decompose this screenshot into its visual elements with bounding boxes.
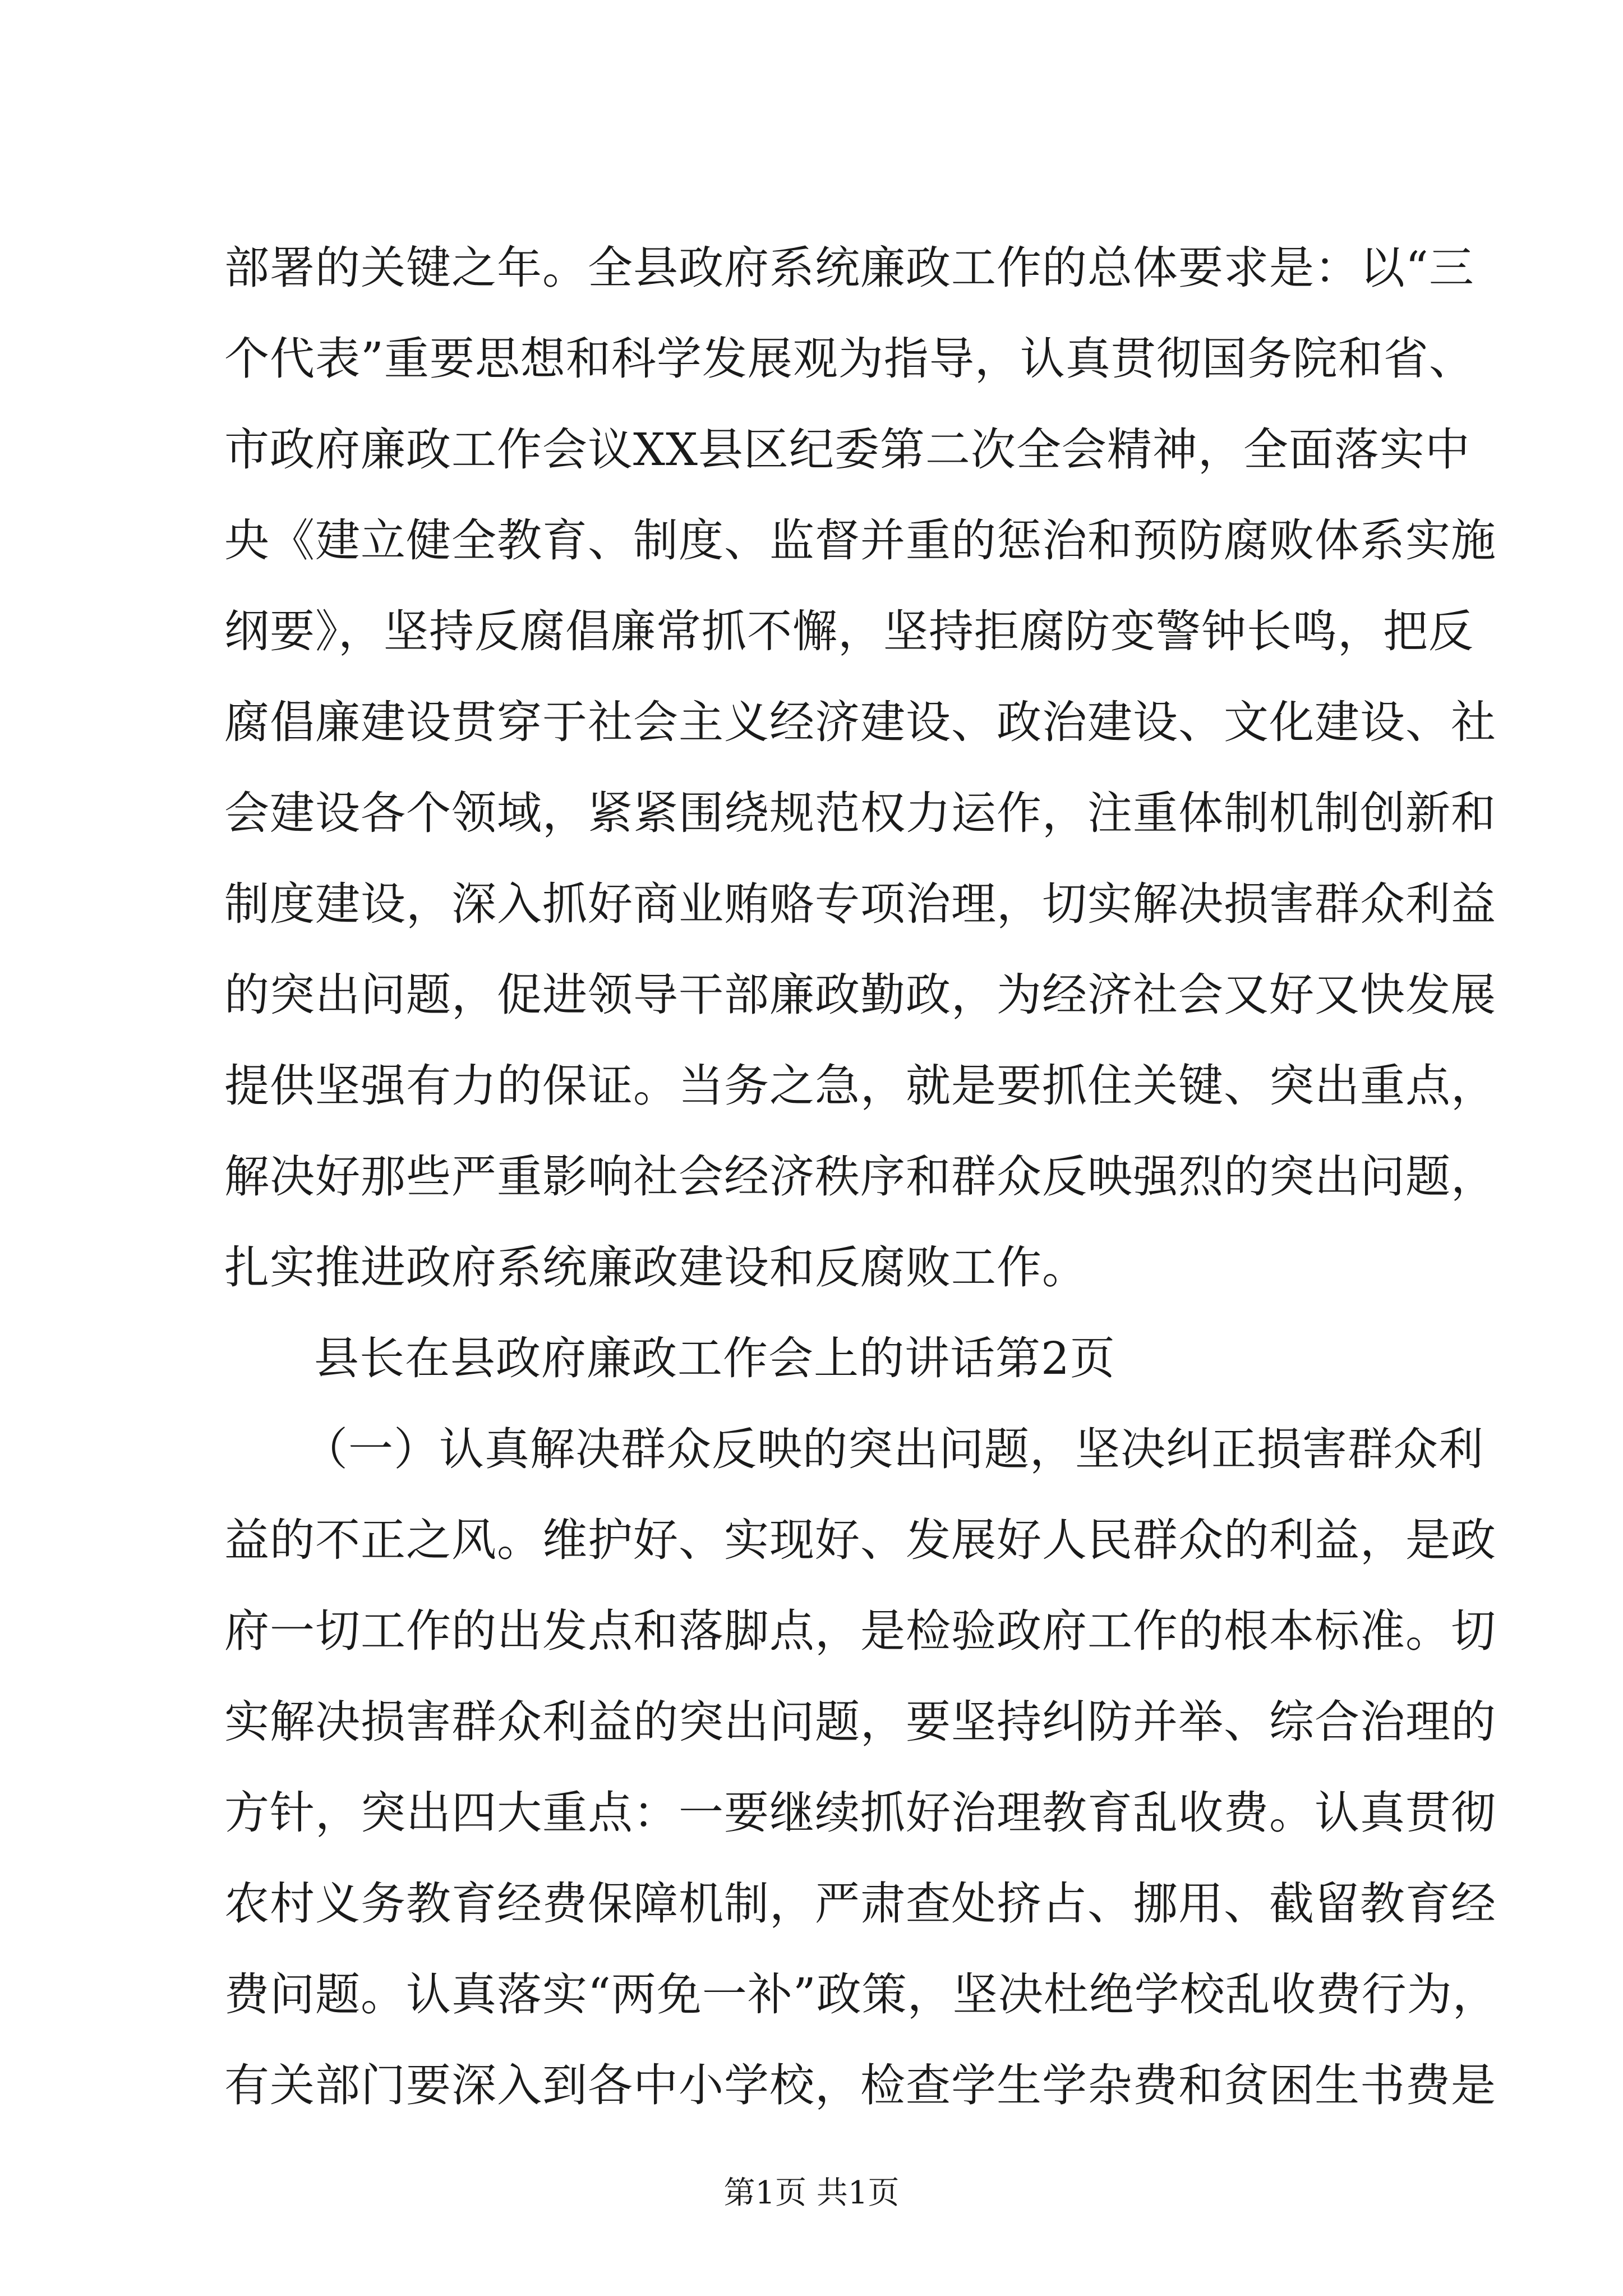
section-heading: 县长在县政府廉政工作会上的讲话第2页 [314, 1332, 1115, 1384]
paragraph-line: （一）认真解决群众反映的突出问题，坚决纠正损害群众利 [303, 1423, 1484, 1475]
paragraph-line: 扎实推进政府系统廉政建设和反腐败工作。 [224, 1241, 1087, 1294]
paragraph-line: 的突出问题，促进领导干部廉政勤政，为经济社会又好又快发展 [224, 969, 1496, 1021]
paragraph-line: 个代表”重要思想和科学发展观为指导，认真贯彻国务院和省、 [224, 333, 1474, 385]
paragraph-line: 制度建设，深入抓好商业贿赂专项治理，切实解决损害群众利益 [224, 878, 1496, 930]
paragraph-line: 解决好那些严重影响社会经济秩序和群众反映强烈的突出问题， [224, 1151, 1496, 1203]
paragraph-line: 有关部门要深入到各中小学校，检查学生学杂费和贫困生书费是 [224, 2059, 1496, 2111]
paragraph-line: 实解决损害群众利益的突出问题，要坚持纠防并举、综合治理的 [224, 1696, 1496, 1748]
paragraph-line: 提供坚强有力的保证。当务之急，就是要抓住关键、突出重点， [224, 1060, 1496, 1112]
paragraph-line: 会建设各个领域，紧紧围绕规范权力运作，注重体制机制创新和 [224, 787, 1496, 839]
paragraph-line: 府一切工作的出发点和落脚点，是检验政府工作的根本标准。切 [224, 1605, 1496, 1657]
paragraph-line: 方针，突出四大重点：一要继续抓好治理教育乱收费。认真贯彻 [224, 1787, 1496, 1839]
paragraph-line: 央《建立健全教育、制度、监督并重的惩治和预防腐败体系实施 [224, 514, 1496, 567]
page-footer: 第1页 共1页 [723, 2175, 900, 2211]
paragraph-line: 市政府廉政工作会议XX县区纪委第二次全会精神，全面落实中 [224, 424, 1470, 476]
paragraph-line: 农村义务教育经费保障机制，严肃查处挤占、挪用、截留教育经 [224, 1878, 1496, 1930]
paragraph-line: 腐倡廉建设贯穿于社会主义经济建设、政治建设、文化建设、社 [224, 696, 1496, 748]
paragraph-line: 益的不正之风。维护好、实现好、发展好人民群众的利益，是政 [224, 1514, 1496, 1566]
paragraph-line: 纲要》，坚持反腐倡廉常抓不懈，坚持拒腐防变警钟长鸣，把反 [224, 605, 1474, 657]
paragraph-line: 部署的关键之年。全县政府系统廉政工作的总体要求是：以“三 [224, 242, 1474, 294]
paragraph-line: 费问题。认真落实“两免一补”政策，坚决杜绝学校乱收费行为， [224, 1968, 1498, 2021]
